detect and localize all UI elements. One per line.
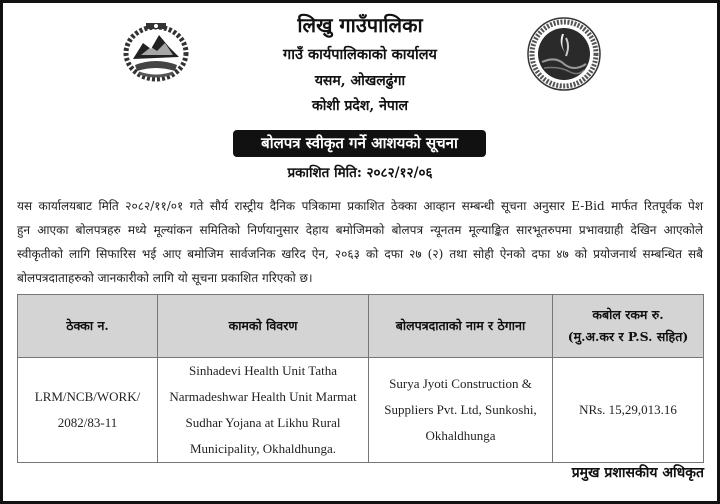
notice-body-line: बोलपत्रदाताहरुको जानकारीको लागि यो सूचना प्रकाशित गरिएको छ। [17, 271, 313, 285]
cell-text-line: Narmadeshwar Health Unit Marmat [169, 389, 357, 404]
cell-text-line: Municipality, Okhaldhunga. [189, 441, 337, 456]
cell-contract-no [18, 358, 158, 463]
notice-body-line: हुन आएका बोलपत्रहरु मध्ये मूल्यांकन समितिको निर्णयानुसार देहाय बमोजिमको बोलपत्र न्यूनतम मूल्याङ्कित सारभूतरुपमा प्रभावग्राही देखिन आएकोले [17, 223, 703, 237]
table-row [18, 358, 704, 463]
cell-description [158, 358, 369, 463]
cell-amount: NRs. 15,29,013.16 [553, 358, 704, 463]
header-work-description: कामको विवरण [158, 295, 369, 358]
cell-bidder [369, 358, 553, 463]
header-bid-amount-note: (मु.अ.कर र P.S. सहित) [567, 329, 689, 344]
table-header-row [18, 295, 704, 358]
notice-title-banner: बोलपत्र स्वीकृत गर्ने आशयको सूचना [233, 130, 486, 157]
notice-body [17, 194, 703, 290]
bid-table [17, 294, 704, 463]
office-name: गाउँ कार्यपालिकाको कार्यालय [283, 46, 437, 63]
signatory-title: प्रमुख प्रशासकीय अधिकृत [571, 465, 704, 481]
cell-text-line: Sinhadevi Health Unit Tatha [189, 363, 337, 378]
province-country: कोशी प्रदेश, नेपाल [312, 98, 408, 114]
header-contract-no: ठेक्का न. [18, 295, 158, 358]
office-location: यसम, ओखलढुंगा [314, 73, 406, 89]
cell-text-line: Okhaldhunga [425, 428, 496, 443]
cell-text-line: LRM/NCB/WORK/ [34, 389, 141, 404]
cell-text-line: 2082/83-11 [57, 415, 118, 430]
header-bid-amount [553, 295, 704, 358]
cell-text-line: Surya Jyoti Construction & [389, 376, 532, 391]
cell-text-line: Sudhar Yojana at Likhu Rural [185, 415, 341, 430]
cell-text-line: Suppliers Pvt. Ltd, Sunkoshi, [384, 402, 537, 417]
notice-body-line: स्वीकृतीको लागि सिफारिस भई आए बमोजिम सार्वजनिक खरिद ऐन, २०६३ को दफा २७ (२) तथा सोही ऐनको दफा ४७ को प्रयोजनार्थ सम्बन्धित सबै [17, 247, 703, 261]
published-date: प्रकाशित मिति: २०८२/१२/०६ [287, 165, 433, 181]
municipality-name: लिखु गाउँपालिका [297, 13, 423, 37]
header-bidder-name-address: बोलपत्रदाताको नाम र ठेगाना [369, 295, 553, 358]
header-bid-amount-line: कबोल रकम रु. [592, 307, 664, 322]
notice-body-line: यस कार्यालयबाट मिति २०८२/११/०१ गते सौर्य रास्ट्रीय दैनिक पत्रिकामा प्रकाशित ठेक्का आव्हान सम्बन्धी सूचना अनुसार E-Bid मार्फत रितपूर्वक पेश [17, 199, 703, 213]
